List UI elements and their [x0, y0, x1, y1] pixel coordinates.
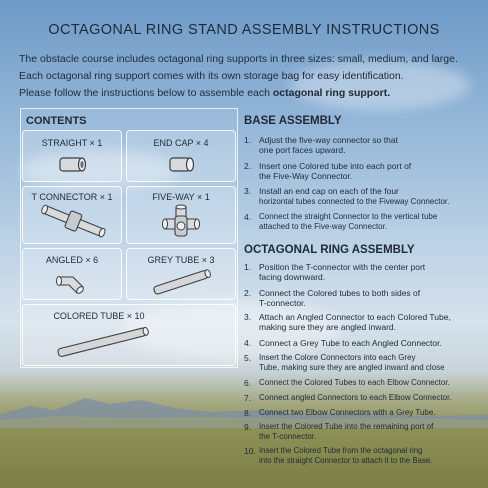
step-line: Insert the Colored Tube into the remaining port of: [259, 422, 434, 431]
parts-card-t-connector: [22, 186, 122, 244]
five-way-connector-icon: [161, 204, 201, 240]
step-line: Insert one Colored tube into each port of: [259, 161, 412, 171]
parts-card-grey-tube: [126, 248, 236, 300]
intro-line-3-text: Please follow the instructions below to assemble each: [19, 87, 273, 99]
step-text: [259, 161, 487, 181]
step-text: [259, 288, 487, 308]
parts-card-label: STRAIGHT × 1: [41, 138, 103, 148]
page-title: OCTAGONAL RING STAND ASSEMBLY INSTRUCTIONS: [48, 22, 440, 38]
background-cloud: [290, 60, 470, 110]
parts-card-label: END CAP × 4: [153, 138, 209, 148]
step-number: 2.: [244, 161, 252, 171]
parts-card-label: FIVE-WAY × 1: [152, 192, 210, 202]
parts-card-straight: [22, 130, 122, 182]
intro-line-1: The obstacle course includes octagonal ring supports in three sizes: small, medium, and large.: [19, 53, 458, 65]
step-number: 10.: [244, 446, 256, 456]
step-line: into the straight Connector to attach it to the Base.: [259, 456, 433, 465]
step-number: 4.: [244, 338, 252, 348]
step-text: Connect two Elbow Connectors with a Grey Tube.: [259, 408, 436, 417]
step-line: attached to the Five-way Connector.: [259, 222, 388, 231]
step-text: Connect a Grey Tube to each Angled Connector.: [259, 338, 442, 348]
step-line: Attach an Angled Connector to each Colored Tube,: [259, 312, 451, 322]
intro-line-3-emphasis: octagonal ring support.: [272, 87, 391, 99]
step-line: horizontal tubes connected to the Fiveway Connector.: [259, 197, 450, 206]
step-number: 5.: [244, 353, 252, 363]
intro-line-3: [19, 87, 390, 99]
step-number: 1.: [244, 135, 252, 145]
step-line: Insert the Colored Tube from the octagonal ring: [259, 446, 423, 455]
step-number: 7.: [244, 393, 252, 403]
step-line: Adjust the five-way connector so that: [259, 135, 398, 145]
step-line: making sure they are angled inward.: [259, 322, 397, 332]
straight-connector-icon: [57, 153, 87, 175]
step-line: Connect the straight Connector to the vertical tube: [259, 212, 438, 221]
step-line: one port faces upward.: [259, 145, 346, 155]
step-line: Position the T-connector with the center port: [259, 262, 426, 272]
grey-tube-icon: [147, 269, 217, 295]
base-step-4: [244, 212, 484, 232]
intro-line-2: Each octagonal ring support comes with its own storage bag for easy identification.: [19, 70, 404, 82]
parts-card-label: COLORED TUBE × 10: [53, 311, 145, 321]
contents-title: CONTENTS: [26, 115, 87, 127]
step-text: [259, 262, 487, 282]
step-number: 6.: [244, 378, 252, 388]
step-number: 4.: [244, 212, 252, 222]
parts-card-end-cap: [126, 130, 236, 182]
step-text: [259, 446, 487, 466]
step-number: 9.: [244, 422, 252, 432]
base-step-1: [244, 135, 484, 155]
step-text: Connect angled Connectors to each Elbow Connector.: [259, 393, 452, 402]
step-line: T-connector.: [259, 298, 306, 308]
parts-card-label: GREY TUBE × 3: [147, 255, 215, 265]
step-line: Tube, making sure they are angled inward and close: [259, 363, 445, 372]
angled-connector-icon: [55, 267, 89, 295]
step-text: [259, 312, 487, 332]
colored-tube-icon: [51, 323, 155, 361]
ring-assembly-title: OCTAGONAL RING ASSEMBLY: [244, 244, 415, 256]
step-line: Install an end cap on each of the four: [259, 186, 399, 196]
parts-card-five-way: [126, 186, 236, 244]
step-number: 3.: [244, 312, 252, 322]
step-line: Insert the Colore Connectors into each Grey: [259, 353, 416, 362]
step-number: 1.: [244, 262, 252, 272]
step-text: [259, 212, 487, 232]
step-number: 8.: [244, 408, 252, 418]
step-number: 2.: [244, 288, 252, 298]
step-text: [259, 186, 487, 207]
step-text: [259, 135, 487, 155]
end-cap-icon: [167, 153, 197, 175]
parts-card-label: ANGLED × 6: [45, 255, 99, 265]
step-line: the T-connector.: [259, 432, 317, 441]
base-step-2: [244, 161, 484, 181]
base-assembly-title: BASE ASSEMBLY: [244, 115, 342, 127]
step-line: the Five-Way Connector.: [259, 171, 353, 181]
parts-card-colored-tube: [22, 304, 236, 366]
base-step-3: [244, 186, 484, 206]
step-text: [259, 422, 487, 442]
step-text: [259, 353, 487, 373]
step-number: 3.: [244, 186, 252, 196]
step-line: facing downward.: [259, 272, 326, 282]
t-connector-icon: [37, 204, 109, 240]
parts-card-angled: [22, 248, 122, 300]
step-line: Connect the Colored tubes to both sides of: [259, 288, 421, 298]
step-text: Connect the Colored Tubes to each Elbow Connector.: [259, 378, 450, 387]
parts-card-label: T CONNECTOR × 1: [31, 192, 113, 202]
